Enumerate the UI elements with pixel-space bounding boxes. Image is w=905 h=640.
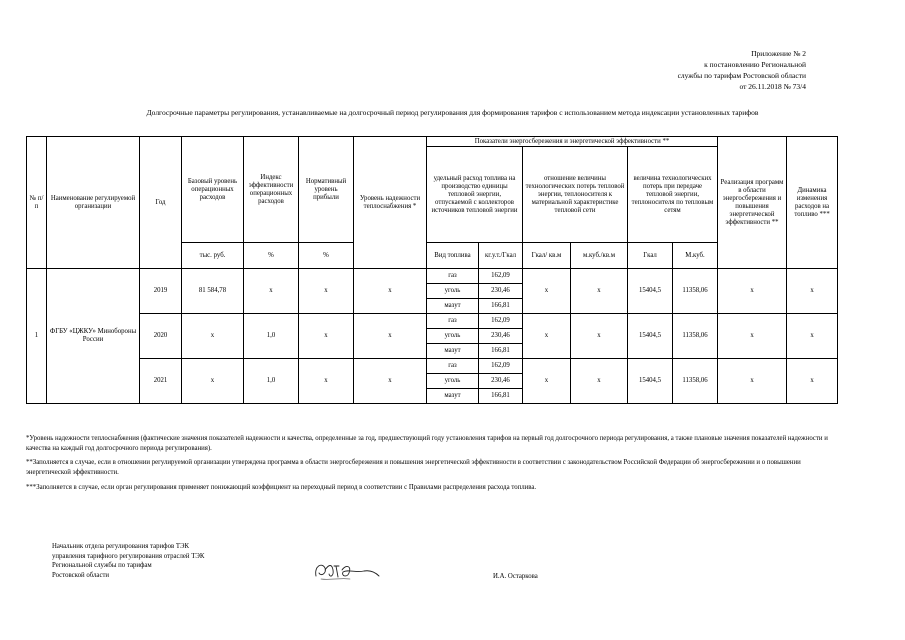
signer-position-line-1: Начальник отдела регулирования тарифов ТЭК [52, 543, 190, 550]
ratio-carrier-cell: х [571, 314, 628, 359]
footnote-reliability: *Уровень надежности теплоснабжения (фактические значения показателей надежности и качества, определенные за год, предшествующий году установления тарифов на первый год долгосрочного периода регулирования, а также плановые значения показателей надежности и качества на каждый год долгосрочного периода регулирования). [26, 435, 828, 452]
signer-block [52, 542, 204, 580]
program-cell: х [718, 314, 787, 359]
appendix-line-3: службы по тарифам Ростовской области [677, 71, 806, 80]
signer-position-line-4: Ростовской области [52, 571, 110, 579]
table-row [27, 269, 838, 284]
footnote-energy-program: **Заполняется в случае, если в отношении регулируемой организации утверждена программа в области энергосбережения и повышения энергетической эффективности в соответствии с законодательством Российской Федерации об энергосбережении и о повышении энергетической эффективности. [26, 459, 801, 476]
footnote-fuel-dynamics: ***Заполняется в случае, если орган регулирования применяет понижающий коэффициент на переходный период в соответствии с Правилами распределения расхода топлива. [26, 484, 537, 491]
header-program: Реализация программ в области энергосбережения и повышения энергетической эффективности ** [718, 137, 787, 269]
unit-value-carrier: М.куб. [673, 243, 718, 269]
fuel-rate-cell: 166,81 [479, 344, 523, 359]
index-cell: 1,0 [244, 359, 299, 404]
value-carrier-cell: 11358,06 [673, 314, 718, 359]
unit-fuel-rate: кг.у.т./Гкал [479, 243, 523, 269]
dynamics-cell: х [787, 269, 838, 314]
ratio-carrier-cell: х [571, 359, 628, 404]
profit-cell: х [299, 359, 354, 404]
reliability-cell: х [354, 269, 427, 314]
table-row [27, 314, 838, 329]
fuel-type-cell: уголь [427, 284, 479, 299]
appendix-line-2: к постановлению Региональной [704, 60, 806, 69]
header-year: Год [140, 137, 182, 269]
base-cell: 81 584,78 [182, 269, 244, 314]
profit-cell: х [299, 269, 354, 314]
header-losses-ratio: отношение величины технологических потерь тепловой энергии, теплоносителя к материальной характеристике тепловой сети [523, 147, 628, 243]
unit-fuel-type: Вид топлива [427, 243, 479, 269]
ratio-heat-cell: х [523, 359, 571, 404]
fuel-rate-cell: 166,81 [479, 389, 523, 404]
fuel-rate-cell: 166,81 [479, 299, 523, 314]
index-cell: 1,0 [244, 314, 299, 359]
ratio-heat-cell: х [523, 269, 571, 314]
dynamics-cell: х [787, 359, 838, 404]
unit-ratio-carrier: м.куб./кв.м [571, 243, 628, 269]
appendix-line-4: от 26.11.2018 № 73/4 [739, 82, 806, 91]
fuel-rate-cell: 230,46 [479, 374, 523, 389]
header-num: № п/п [27, 137, 47, 269]
fuel-type-cell: газ [427, 269, 479, 284]
dynamics-cell: х [787, 314, 838, 359]
ratio-heat-cell: х [523, 314, 571, 359]
header-fuel: удельный расход топлива на производство единицы тепловой энергии, отпускаемой с коллекторов источников тепловой энергии [427, 147, 523, 243]
header-base: Базовый уровень операционных расходов [182, 137, 244, 243]
unit-index: % [244, 243, 299, 269]
header-org: Наименование регулируемой организации [47, 137, 140, 269]
header-energy-group: Показатели энергосбережения и энергетической эффективности ** [427, 137, 718, 147]
signer-position-line-3: Региональной службы по тарифам [52, 562, 152, 569]
document-title: Долгосрочные параметры регулирования, устанавливаемые на долгосрочный период регулирования для формирования тарифов с использованием метода индексации установленных тарифов [146, 108, 759, 117]
year-cell: 2021 [140, 359, 182, 404]
row-number: 1 [27, 269, 47, 404]
fuel-type-cell: газ [427, 314, 479, 329]
fuel-type-cell: мазут [427, 344, 479, 359]
header-losses-value: величина технологических потерь при передаче тепловой энергии, теплоносителя по тепловым сетям [628, 147, 718, 243]
fuel-type-cell: уголь [427, 329, 479, 344]
value-heat-cell: 15404,5 [628, 269, 673, 314]
base-cell: х [182, 359, 244, 404]
unit-profit: % [299, 243, 354, 269]
header-index: Индекс эффективности операционных расходов [244, 137, 299, 243]
value-heat-cell: 15404,5 [628, 359, 673, 404]
header-profit: Нормативный уровень прибыли [299, 137, 354, 243]
program-cell: х [718, 269, 787, 314]
fuel-rate-cell: 162,09 [479, 359, 523, 374]
value-carrier-cell: 11358,06 [673, 269, 718, 314]
unit-base: тыс. руб. [182, 243, 244, 269]
appendix-line-1: Приложение № 2 [751, 49, 806, 58]
header-dynamics: Динамика изменения расходов на топливо *** [787, 137, 838, 269]
header-reliability: Уровень надежности теплоснабжения * [354, 137, 427, 269]
reliability-cell: х [354, 314, 427, 359]
program-cell: х [718, 359, 787, 404]
value-heat-cell: 15404,5 [628, 314, 673, 359]
unit-ratio-heat: Гкал/ кв.м [523, 243, 571, 269]
year-cell: 2020 [140, 314, 182, 359]
fuel-type-cell: мазут [427, 299, 479, 314]
appendix-block [678, 48, 806, 92]
handwritten-signature [312, 558, 382, 584]
profit-cell: х [299, 314, 354, 359]
table-row [27, 359, 838, 374]
index-cell: х [244, 269, 299, 314]
fuel-rate-cell: 230,46 [479, 329, 523, 344]
value-carrier-cell: 11358,06 [673, 359, 718, 404]
fuel-type-cell: уголь [427, 374, 479, 389]
year-cell: 2019 [140, 269, 182, 314]
fuel-rate-cell: 162,09 [479, 269, 523, 284]
fuel-type-cell: газ [427, 359, 479, 374]
fuel-rate-cell: 230,46 [479, 284, 523, 299]
reliability-cell: х [354, 359, 427, 404]
signer-name: И.А. Остаркова [493, 573, 538, 580]
ratio-carrier-cell: х [571, 269, 628, 314]
organization-name: ФГБУ «ЦЖКУ» Минобороны России [47, 269, 140, 404]
parameters-table [26, 136, 838, 404]
unit-value-heat: Гкал [628, 243, 673, 269]
signer-position-line-2: управления тарифного регулирования отраслей ТЭК [52, 552, 205, 560]
base-cell: х [182, 314, 244, 359]
fuel-type-cell: мазут [427, 389, 479, 404]
fuel-rate-cell: 162,09 [479, 314, 523, 329]
